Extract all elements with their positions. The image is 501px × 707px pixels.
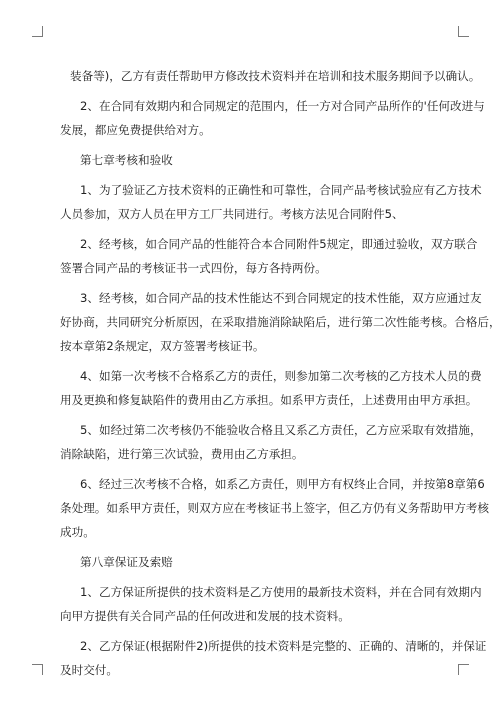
- text-line: 2、乙方保证(根据附件2)所提供的技术资料是完整的、正确的、清晰的，并保证: [80, 639, 487, 653]
- text-line: 装备等)，乙方有责任帮助甲方修改技术资料并在培训和技术服务期间予以确认。: [70, 69, 481, 83]
- paragraph-1: [70, 64, 481, 88]
- text-line: 1、为了验证乙方技术资料的正确性和可靠性，合同产品考核试验应有乙方技术: [80, 183, 482, 197]
- text-line: 签署合同产品的考核证书一式四份，每方各持两份。: [60, 261, 327, 275]
- paragraph-2: [60, 94, 485, 142]
- text-line: 按本章第2条规定，双方签署考核证书。: [60, 339, 265, 353]
- text-line: 人员参加，双方人员在甲方工厂共同进行。考核方法见合同附件5、: [60, 207, 404, 221]
- text-line: 6、经过三次考核不合格，如系乙方责任，则甲方有权终止合同，并按第8章第6: [80, 477, 485, 491]
- crop-mark-bottom-right: [458, 664, 469, 675]
- text-line: 及时交付。: [60, 663, 118, 677]
- text-line: 2、在合同有效期内和合同规定的范围内，任一方对合同产品所作的'任何改进与: [80, 99, 485, 113]
- text-line: 条处理。如系甲方责任，则双方应在考核证书上签字，但乙方仍有义务帮助甲方考核: [60, 501, 489, 515]
- crop-mark-top-left: [32, 26, 43, 37]
- crop-mark-top-right: [458, 26, 469, 37]
- text-line: 消除缺陷，进行第三次试验，费用由乙方承担。: [60, 447, 304, 461]
- text-line: 好协商，共同研究分析原因，在采取措施消除缺陷后，进行第二次性能考核。合格后，: [60, 315, 501, 329]
- paragraph-8: [60, 472, 489, 544]
- chapter-heading: 第七章考核和验收: [80, 153, 173, 167]
- crop-mark-bottom-left: [32, 664, 43, 675]
- paragraph-5: [60, 286, 501, 358]
- chapter-eight-heading: [80, 550, 450, 574]
- paragraph-4: [60, 232, 478, 280]
- text-line: 成功。: [60, 525, 95, 539]
- paragraph-10: [60, 634, 487, 682]
- paragraph-9: [60, 580, 482, 628]
- text-line: 4、如第一次考核不合格系乙方的责任，则参加第二次考核的乙方技术人员的费: [80, 369, 482, 383]
- text-line: 1、乙方保证所提供的技术资料是乙方使用的最新技术资料，并在合同有效期内: [80, 585, 482, 599]
- text-line: 5、如经过第二次考核仍不能验收合格且又系乙方责任，乙方应采取有效措施，: [80, 423, 482, 437]
- paragraph-3: [60, 178, 482, 226]
- text-line: 发展，都应免费提供给对方。: [60, 123, 211, 137]
- paragraph-6: [60, 364, 482, 412]
- text-line: 用及更换和修复缺陷件的费用由乙方承担。如系甲方责任，上述费用由甲方承担。: [60, 393, 478, 407]
- text-line: 3、经考核，如合同产品的技术性能达不到合同规定的技术性能，双方应通过友: [80, 291, 482, 305]
- paragraph-7: [60, 418, 482, 466]
- document-body: [60, 64, 501, 682]
- chapter-heading: 第八章保证及索赔: [80, 555, 173, 569]
- text-line: 向甲方提供有关合同产品的任何改进和发展的技术资料。: [60, 609, 350, 623]
- chapter-seven-heading: [80, 148, 450, 172]
- text-line: 2、经考核，如合同产品的性能符合本合同附件5规定，即通过验收，双方联合: [80, 237, 478, 251]
